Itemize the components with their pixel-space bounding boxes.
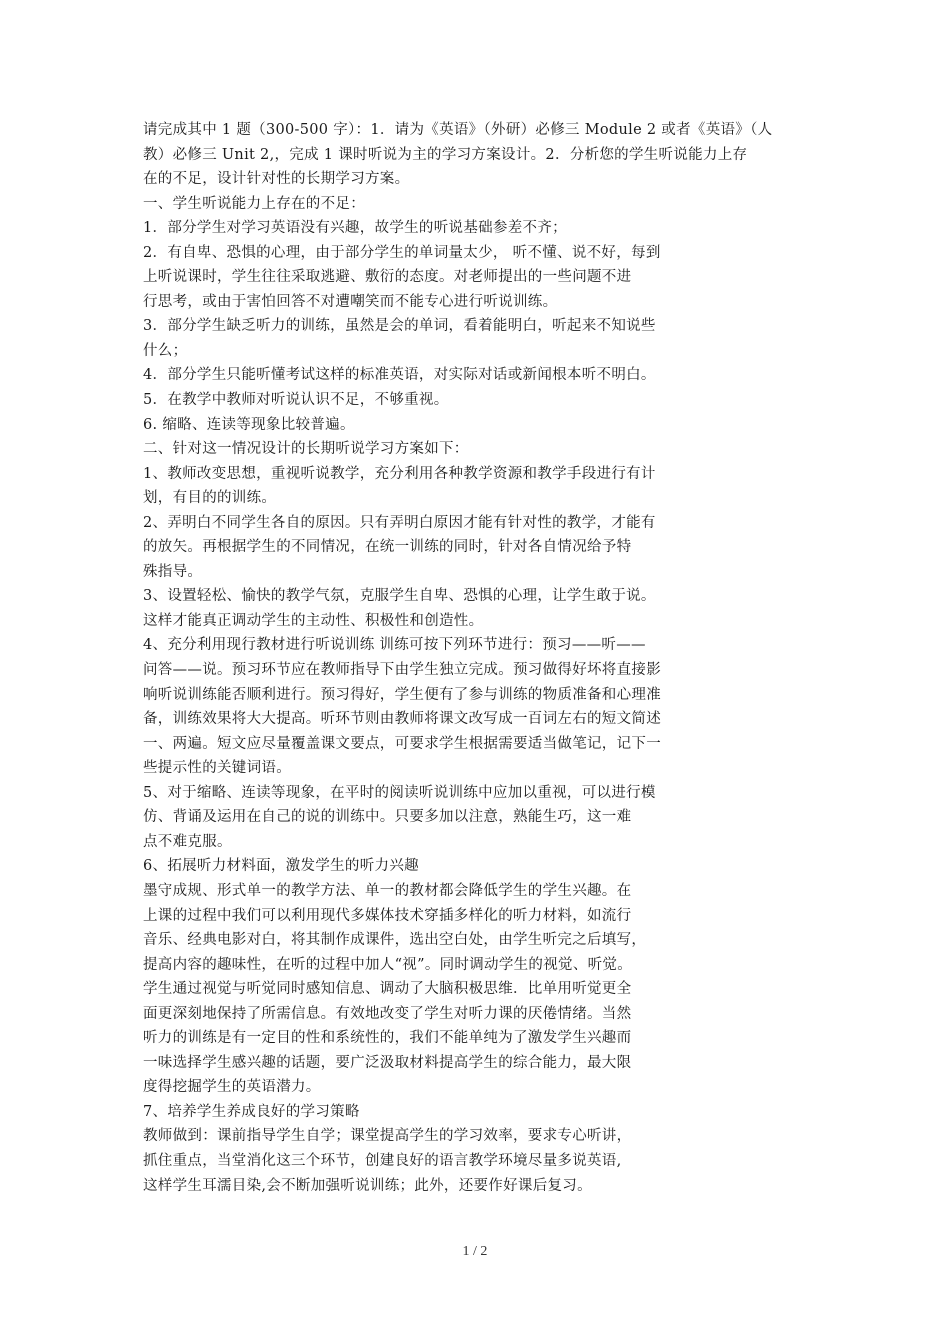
page-number: 1 / 2 (462, 1244, 488, 1259)
text-line: 划，有目的的训练。 (143, 490, 277, 507)
text-line: 点不难克服。 (143, 833, 232, 850)
text-line: 上课的过程中我们可以利用现代多媒体技术穿插多样化的听力材料，如流行 (143, 907, 632, 924)
text-line: 这样才能真正调动学生的主动性、积极性和创造性。 (143, 612, 484, 629)
text-line: 请完成其中 1 题（300-500 字）：1．请为《英语》（外研）必修三 Module 2 或者《英语》（人 (143, 122, 773, 138)
text-line: 1、教师改变思想，重视听说教学，充分利用各种教学资源和教学手段进行有计 (143, 465, 656, 482)
text-line: 些提示性的关键词语。 (143, 760, 291, 777)
text-line: 7、培养学生养成良好的学习策略 (143, 1103, 360, 1120)
text-line: 6、拓展听力材料面，激发学生的听力兴趣 (143, 858, 419, 875)
text-line: 2．有自卑、恐惧的心理，由于部分学生的单词量太少， 听不懂、说不好，每到 (143, 244, 661, 261)
text-line: 2、弄明白不同学生各自的原因。只有弄明白原因才能有针对性的教学，才能有 (143, 514, 656, 531)
text-line: 响听说训练能否顺利进行。预习得好，学生便有了参与训练的物质准备和心理准 (143, 686, 661, 703)
text-line: 一、两遍。短文应尽量覆盖课文要点，可要求学生根据需要适当做笔记，记下一 (143, 735, 661, 752)
text-line: 备，训练效果将大大提高。听环节则由教师将课文改写成一百词左右的短文简述 (143, 711, 661, 728)
text-line: 什么； (143, 342, 188, 359)
text-line: 抓住重点，当堂消化这三个环节，创建良好的语言教学环境尽量多说英语, (143, 1152, 622, 1169)
text-line: 仿、背诵及运用在自己的说的训练中。只要多加以注意，熟能生巧，这一难 (143, 809, 632, 826)
text-line: 听力的训练是有一定目的性和系统性的，我们不能单纯为了激发学生兴趣而 (143, 1030, 632, 1047)
text-line: 3．部分学生缺乏听力的训练，虽然是会的单词，看着能明白，听起来不知说些 (143, 318, 656, 335)
text-line: 一味选择学生感兴趣的话题，要广泛汲取材料提高学生的综合能力，最大限 (143, 1054, 632, 1071)
text-line: 二、针对这一情况设计的长期听说学习方案如下： (143, 441, 469, 458)
text-line: 1．部分学生对学习英语没有兴趣，故学生的听说基础参差不齐； (143, 220, 567, 237)
text-line: 教师做到：课前指导学生自学；课堂提高学生的学习效率，要求专心听讲， (143, 1128, 632, 1145)
text-line: 在的不足，设计针对性的长期学习方案。 (143, 171, 410, 188)
text-line: 4．部分学生只能听懂考试这样的标准英语，对实际对话或新闻根本听不明白。 (143, 367, 656, 384)
text-line: 墨守成规、形式单一的教学方法、单一的教材都会降低学生的学生兴趣。在 (143, 882, 632, 899)
text-line: 殊指导。 (143, 563, 203, 580)
text-line: 度得挖掘学生的英语潜力。 (143, 1079, 321, 1096)
text-line: 行思考，或由于害怕回答不对遭嘲笑而不能专心进行听说训练。 (143, 293, 558, 310)
text-line: 提高内容的趣味性，在听的过程中加人“视”。同时调动学生的视觉、听觉。 (143, 956, 633, 973)
text-line: 这样学生耳濡目染,会不断加强听说训练；此外，还要作好课后复习。 (143, 1177, 592, 1194)
text-line: 学生通过视觉与听觉同时感知信息、调动了大脑积极思维．比单用听觉更全 (143, 981, 632, 998)
text-line: 3、设置轻松、愉快的教学气氛，克服学生自卑、恐惧的心理，让学生敢于说。 (143, 588, 656, 605)
text-line: 上听说课时，学生往往采取逃避、敷衍的态度。对老师提出的一些问题不进 (143, 269, 632, 286)
text-line: 5．在教学中教师对听说认识不足，不够重视。 (143, 392, 449, 409)
document-body (143, 118, 813, 1198)
text-line: 4、充分利用现行教材进行听说训练 训练可按下列环节进行：预习——听—— (143, 637, 646, 654)
text-line: 教）必修三 Unit 2,，完成 1 课时听说为主的学习方案设计。2．分析您的学生听说能力上存 (143, 146, 748, 163)
text-line: 6. 缩略、连读等现象比较普遍。 (143, 416, 355, 433)
text-line: 面更深刻地保持了所需信息。有效地改变了学生对听力课的厌倦情绪。当然 (143, 1005, 632, 1022)
text-line: 5、对于缩略、连读等现象，在平时的阅读听说训练中应加以重视，可以进行模 (143, 784, 656, 801)
text-line: 一、学生听说能力上存在的不足： (143, 195, 365, 212)
text-line: 音乐、经典电影对白，将其制作成课件，选出空白处，由学生听完之后填写， (143, 932, 647, 949)
text-line: 的放矢。再根据学生的不同情况，在统一训练的同时，针对各自情况给予特 (143, 539, 632, 556)
text-line: 问答——说。预习环节应在教师指导下由学生独立完成。预习做得好坏将直接影 (143, 662, 661, 679)
